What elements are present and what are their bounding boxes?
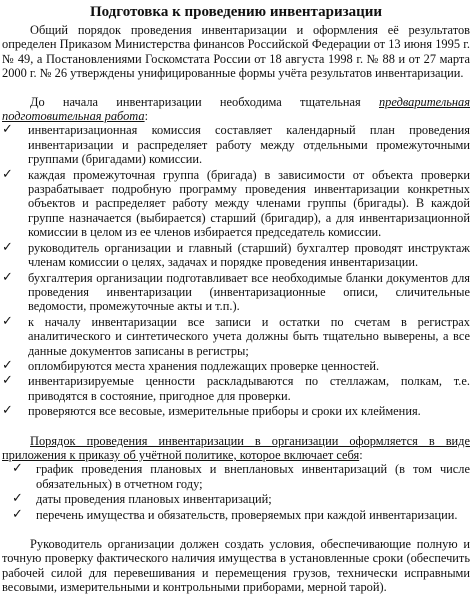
- order-checklist: [2, 462, 470, 522]
- spacer: [2, 81, 470, 95]
- list-item-text: бухгалтерия организации подготавливает все необходимые бланки документов для проведения инвентаризации (инвентаризационные описи, сличительные ведомости, промежуточные акты и т.п.).: [28, 270, 470, 314]
- prep-paragraph: [2, 95, 470, 124]
- prep-checklist: [2, 123, 470, 418]
- order-tail-text: :: [359, 447, 363, 462]
- list-item: [2, 462, 470, 491]
- checkmark-icon: ✓: [12, 506, 23, 522]
- list-item: [2, 492, 470, 506]
- list-item: [2, 404, 470, 418]
- list-item: [2, 508, 470, 522]
- checkmark-icon: ✓: [2, 269, 13, 285]
- list-item-text: график проведения плановых и внеплановых инвентаризаций (в том числе обязательных) в отчетном году;: [36, 462, 470, 491]
- order-paragraph: [2, 434, 470, 463]
- checkmark-icon: ✓: [2, 313, 13, 329]
- spacer: [2, 420, 470, 434]
- checkmark-icon: ✓: [2, 403, 13, 419]
- list-item: [2, 123, 470, 166]
- list-item-text: даты проведения плановых инвентаризаций;: [36, 492, 272, 507]
- checkmark-icon: ✓: [2, 122, 13, 138]
- list-item: [2, 271, 470, 314]
- checkmark-icon: ✓: [2, 239, 13, 255]
- checkmark-icon: ✓: [2, 357, 13, 373]
- prep-emphasis-text: предварительная подготовительная работа: [2, 94, 470, 124]
- list-item-text: инвентаризационная комиссия составляет календарный план проведения инвентаризации и распределяет работу между отдельными промежуточными группами (бригадами) комиссии.: [28, 123, 470, 167]
- list-item-text: руководитель организации и главный (старший) бухгалтер проводят инструктаж членам комиссии о целях, задачах и порядке проведения инвентаризации.: [28, 240, 470, 270]
- closing-paragraph: Руководитель организации должен создать условия, обеспечивающие полную и точную проверку фактического наличия имущества в установленные сроки (обеспечить рабочей силой для перевешивания и перемещения грузов, технически исправными весовыми, измерительными и контрольными приборами, мерной тарой).: [2, 537, 470, 595]
- list-item: [2, 241, 470, 270]
- spacer: [2, 523, 470, 537]
- list-item: [2, 359, 470, 373]
- intro-paragraph: Общий порядок проведения инвентаризации и оформления её результатов определен Приказом Министерства финансов Российской Федерации от 13 июня 1995 г. № 49, а Постановлениями Госкомстата России от 18 августа 1998 г. № 88 и от 27 марта 2000 г. № 26 утверждены унифицированные формы учёта результатов инвентаризации.: [2, 23, 470, 81]
- checkmark-icon: ✓: [12, 491, 23, 507]
- checkmark-icon: ✓: [2, 166, 13, 182]
- list-item-text: каждая промежуточная группа (бригада) в зависимости от объекта проверки разрабатывает подробную программу проведения инвентаризации конкретных объектов и распределяет работу между членами группы (бригады). В каждой группе назначается (выбирается) старший (бригадир), а для инвентаризационной комиссии в целом из ее членов избирается председатель комиссии.: [28, 167, 470, 240]
- prep-lead-text: До начала инвентаризации необходима тщательная: [30, 94, 379, 109]
- order-underlined-text: Порядок проведения инвентаризации в организации оформляется в виде приложения к приказу об учётной политике, которое включает себя: [2, 433, 470, 462]
- list-item-text: к началу инвентаризации все записи и остатки по счетам в регистрах аналитического и синтетического учета должны быть тщательно выверены, а все данные документов записаны в регистры;: [28, 314, 470, 358]
- document-title: Подготовка к проведению инвентаризации: [89, 4, 383, 20]
- list-item-text: опломбируются места хранения подлежащих проверке ценностей.: [28, 358, 380, 373]
- list-item-text: перечень имущества и обязательств, проверяемых при каждой инвентаризации.: [36, 507, 458, 522]
- document-page: [2, 0, 470, 595]
- checkmark-icon: ✓: [12, 461, 23, 477]
- checkmark-icon: ✓: [2, 373, 13, 389]
- list-item: [2, 315, 470, 358]
- list-item-text: проверяются все весовые, измерительные приборы и сроки их клеймения.: [28, 404, 421, 419]
- list-item: [2, 374, 470, 403]
- list-item: [2, 168, 470, 240]
- prep-tail-text: :: [144, 109, 149, 124]
- list-item-text: инвентаризируемые ценности раскладываются по стеллажам, полкам, т.е. приводятся в состояние, пригодное для проверки.: [28, 374, 470, 403]
